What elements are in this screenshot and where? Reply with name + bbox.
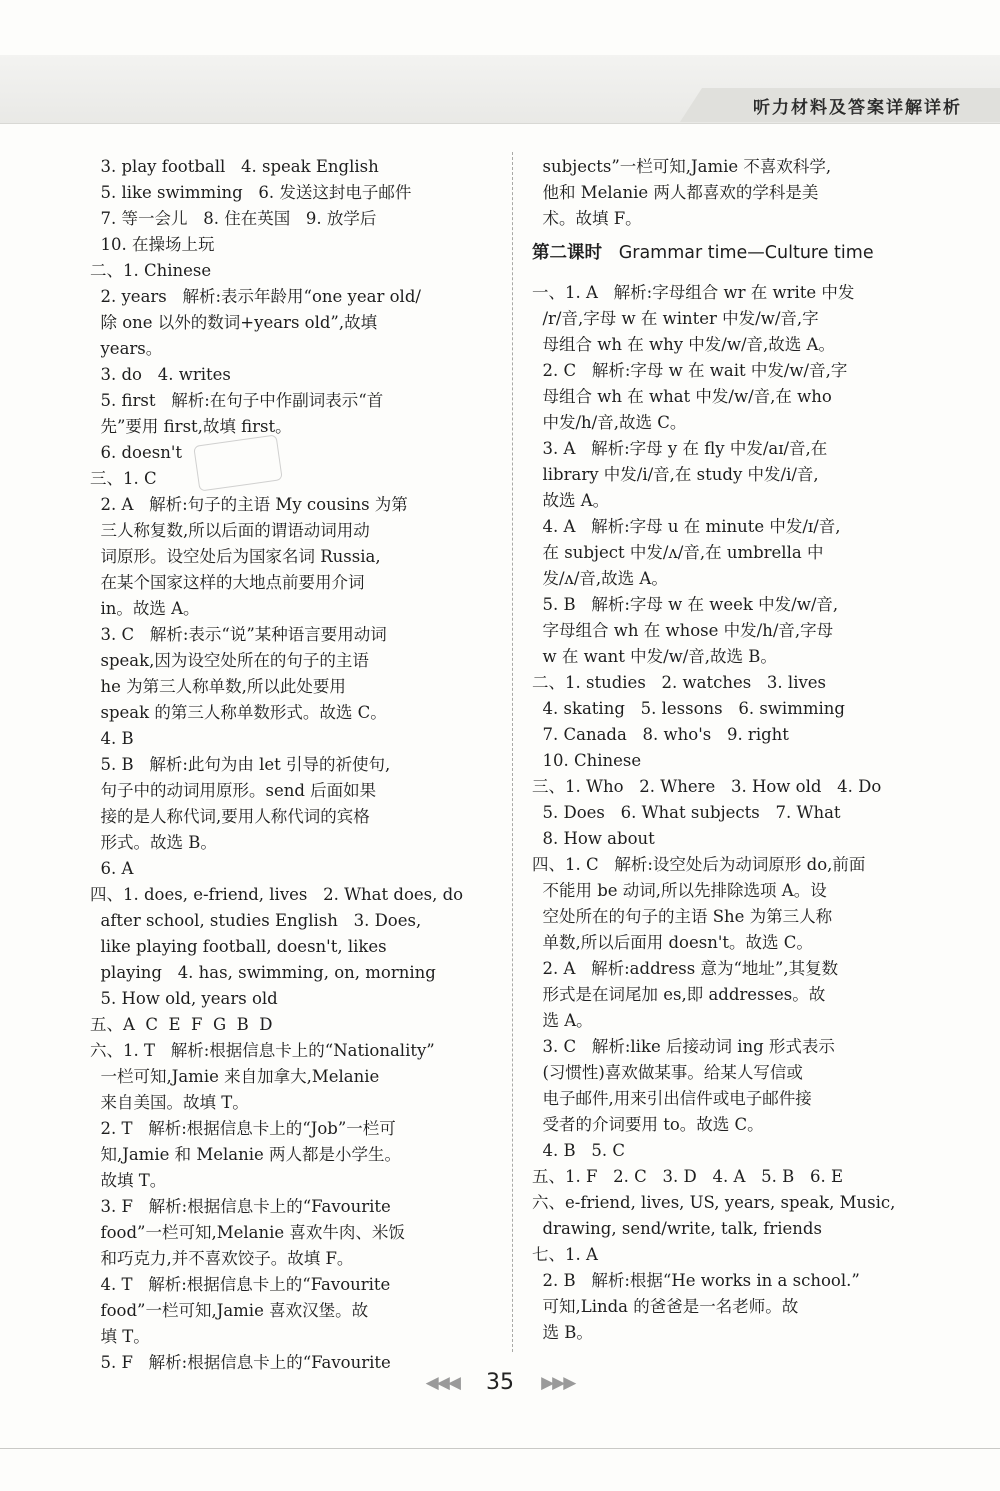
answer-line: 6. A — [90, 859, 134, 878]
answer-line: 5. like swimming 6. 发送这封电子邮件 — [90, 183, 412, 202]
lesson-title-en: Grammar time—Culture time — [618, 243, 874, 263]
answer-line: 不能用 be 动词,所以先排除选项 A。设 — [532, 881, 827, 900]
answer-line: 5. B 解析:此句为由 let 引导的祈使句, — [90, 755, 391, 774]
answer-line: 他和 Melanie 两人都喜欢的学科是美 — [532, 183, 819, 202]
answer-line: 二、1. Chinese — [90, 261, 212, 280]
answer-line: 知,Jamie 和 Melanie 两人都是小学生。 — [90, 1145, 402, 1164]
answer-line: /r/音,字母 w 在 winter 中发/w/音,字 — [532, 309, 819, 328]
answer-line: 填 T。 — [90, 1327, 150, 1346]
answer-line: 空处所在的句子的主语 She 为第三人称 — [532, 907, 833, 926]
answer-line: subjects”一栏可知,Jamie 不喜欢科学, — [532, 157, 832, 176]
answer-line: 三人称复数,所以后面的谓语动词用动 — [90, 521, 370, 540]
answer-line: 2. years 解析:表示年龄用“one year old/ — [90, 287, 421, 306]
answer-line: 2. T 解析:根据信息卡上的“Job”一栏可 — [90, 1119, 396, 1138]
answer-line: 选 A。 — [532, 1011, 593, 1030]
answer-line: food”一栏可知,Melanie 喜欢牛肉、米饭 — [90, 1223, 405, 1242]
answer-line: 2. A 解析:address 意为“地址”,其复数 — [532, 959, 839, 978]
answer-line: like playing football, doesn't, likes — [90, 937, 387, 956]
answer-line: 2. B 解析:根据“He works in a school.” — [532, 1271, 860, 1290]
answer-line: 4. B — [90, 729, 134, 748]
answer-line: 2. A 解析:句子的主语 My cousins 为第 — [90, 495, 408, 514]
answer-line: 来自美国。故填 T。 — [90, 1093, 249, 1112]
answer-line: 5. F 解析:根据信息卡上的“Favourite — [90, 1353, 391, 1372]
right-column-top — [532, 154, 932, 232]
answer-line: speak 的第三人称单数形式。故选 C。 — [90, 703, 387, 722]
answer-line: 4. T 解析:根据信息卡上的“Favourite — [90, 1275, 391, 1294]
answer-line: 六、e-friend, lives, US, years, speak, Music, — [532, 1193, 896, 1212]
answer-line: 5. Does 6. What subjects 7. What — [532, 803, 841, 822]
answer-line: 一栏可知,Jamie 来自加拿大,Melanie — [90, 1067, 380, 1086]
answer-line: 3. C 解析:表示“说”某种语言要用动词 — [90, 625, 387, 644]
answer-line: 四、1. does, e-friend, lives 2. What does, do — [90, 885, 464, 904]
answer-line: 故填 T。 — [90, 1171, 167, 1190]
answer-line: 6. doesn't — [90, 443, 182, 462]
answer-line: food”一栏可知,Jamie 喜欢汉堡。故 — [90, 1301, 369, 1320]
answer-line: 四、1. C 解析:设空处后为动词原形 do,前面 — [532, 855, 866, 874]
left-column — [90, 154, 495, 1376]
answer-line: 七、1. A — [532, 1245, 598, 1264]
answer-line: 词原形。设空处后为国家名词 Russia, — [90, 547, 381, 566]
page-number: 35 — [486, 1370, 514, 1395]
answer-line: 形式。故选 B。 — [90, 833, 217, 852]
answer-line: w 在 want 中发/w/音,故选 B。 — [532, 647, 777, 666]
answer-line: 3. A 解析:字母 y 在 fly 中发/aɪ/音,在 — [532, 439, 828, 458]
answer-line: 7. 等一会儿 8. 住在英国 9. 放学后 — [90, 209, 377, 228]
answer-line: 3. C 解析:like 后接动词 ing 形式表示 — [532, 1037, 835, 1056]
answer-line: 五、A C E F G B D — [90, 1015, 273, 1034]
answer-line: 8. How about — [532, 829, 655, 848]
answer-line: library 中发/i/音,在 study 中发/i/音, — [532, 465, 819, 484]
answer-line: 除 one 以外的数词+years old”,故填 — [90, 313, 378, 332]
answer-line: 10. Chinese — [532, 751, 642, 770]
answer-line: 10. 在操场上玩 — [90, 235, 215, 254]
answer-line: 在某个国家这样的大地点前要用介词 — [90, 573, 365, 592]
lesson-title — [532, 236, 932, 276]
lesson-title-cn: 第二课时 — [532, 243, 602, 263]
column-divider — [512, 152, 513, 1352]
answer-line: 可知,Linda 的爸爸是一名老师。故 — [532, 1297, 799, 1316]
answer-line: 术。故填 F。 — [532, 209, 642, 228]
answer-line: after school, studies English 3. Does, — [90, 911, 422, 930]
answer-line: 和巧克力,并不喜欢饺子。故填 F。 — [90, 1249, 354, 1268]
answer-line: 5. B 解析:字母 w 在 week 中发/w/音, — [532, 595, 839, 614]
answer-line: 形式是在词尾加 es,即 addresses。故 — [532, 985, 826, 1004]
answer-line: 2. C 解析:字母 w 在 wait 中发/w/音,字 — [532, 361, 848, 380]
answer-line: 母组合 wh 在 why 中发/w/音,故选 A。 — [532, 335, 835, 354]
answer-line: speak,因为设空处所在的句子的主语 — [90, 651, 369, 670]
header-title: 听力材料及答案详解详析 — [753, 98, 962, 118]
answer-line: 7. Canada 8. who's 9. right — [532, 725, 789, 744]
answer-line: 受者的介词要用 to。故选 C。 — [532, 1115, 764, 1134]
prev-arrows-icon: ◀◀◀ — [425, 1372, 459, 1393]
answer-line: 3. F 解析:根据信息卡上的“Favourite — [90, 1197, 391, 1216]
answer-line: 3. do 4. writes — [90, 365, 231, 384]
next-arrows-icon: ▶▶▶ — [541, 1372, 575, 1393]
answer-line: 一、1. A 解析:字母组合 wr 在 write 中发 — [532, 283, 855, 302]
answer-line: 在 subject 中发/ʌ/音,在 umbrella 中 — [532, 543, 824, 562]
answer-line: 五、1. F 2. C 3. D 4. A 5. B 6. E — [532, 1167, 843, 1186]
answer-line: 三、1. Who 2. Where 3. How old 4. Do — [532, 777, 882, 796]
answer-line: 接的是人称代词,要用人称代词的宾格 — [90, 807, 370, 826]
answer-line: 发/ʌ/音,故选 A。 — [532, 569, 668, 588]
answer-line: 5. How old, years old — [90, 989, 278, 1008]
right-column-main — [532, 280, 932, 1346]
answer-line: in。故选 A。 — [90, 599, 200, 618]
answer-line: (习惯性)喜欢做某事。给某人写信或 — [532, 1063, 803, 1082]
answer-line: 母组合 wh 在 what 中发/w/音,在 who — [532, 387, 832, 406]
answer-line: 故选 A。 — [532, 491, 610, 510]
answer-line: 4. A 解析:字母 u 在 minute 中发/ɪ/音, — [532, 517, 841, 536]
right-column — [532, 154, 932, 1346]
answer-line: 中发/h/音,故选 C。 — [532, 413, 687, 432]
bottom-rule — [0, 1448, 1000, 1449]
answer-line: 5. first 解析:在句子中作副词表示“首 — [90, 391, 384, 410]
page-footer — [0, 1370, 1000, 1395]
answer-line: he 为第三人称单数,所以此处要用 — [90, 677, 346, 696]
answer-line: 三、1. C — [90, 469, 157, 488]
answer-line: 4. skating 5. lessons 6. swimming — [532, 699, 845, 718]
answer-line: 先”要用 first,故填 first。 — [90, 417, 292, 436]
answer-line: 六、1. T 解析:根据信息卡上的“Nationality” — [90, 1041, 435, 1060]
answer-line: 电子邮件,用来引出信件或电子邮件接 — [532, 1089, 812, 1108]
answer-line: drawing, send/write, talk, friends — [532, 1219, 822, 1238]
answer-line: 二、1. studies 2. watches 3. lives — [532, 673, 827, 692]
answer-line: 句子中的动词用原形。send 后面如果 — [90, 781, 377, 800]
answer-line: 字母组合 wh 在 whose 中发/h/音,字母 — [532, 621, 834, 640]
answer-line: playing 4. has, swimming, on, morning — [90, 963, 436, 982]
answer-line: 3. play football 4. speak English — [90, 157, 379, 176]
answer-line: years。 — [90, 339, 163, 358]
answer-line: 单数,所以后面用 doesn't。故选 C。 — [532, 933, 813, 952]
answer-line: 选 B。 — [532, 1323, 593, 1342]
answer-line: 4. B 5. C — [532, 1141, 625, 1160]
